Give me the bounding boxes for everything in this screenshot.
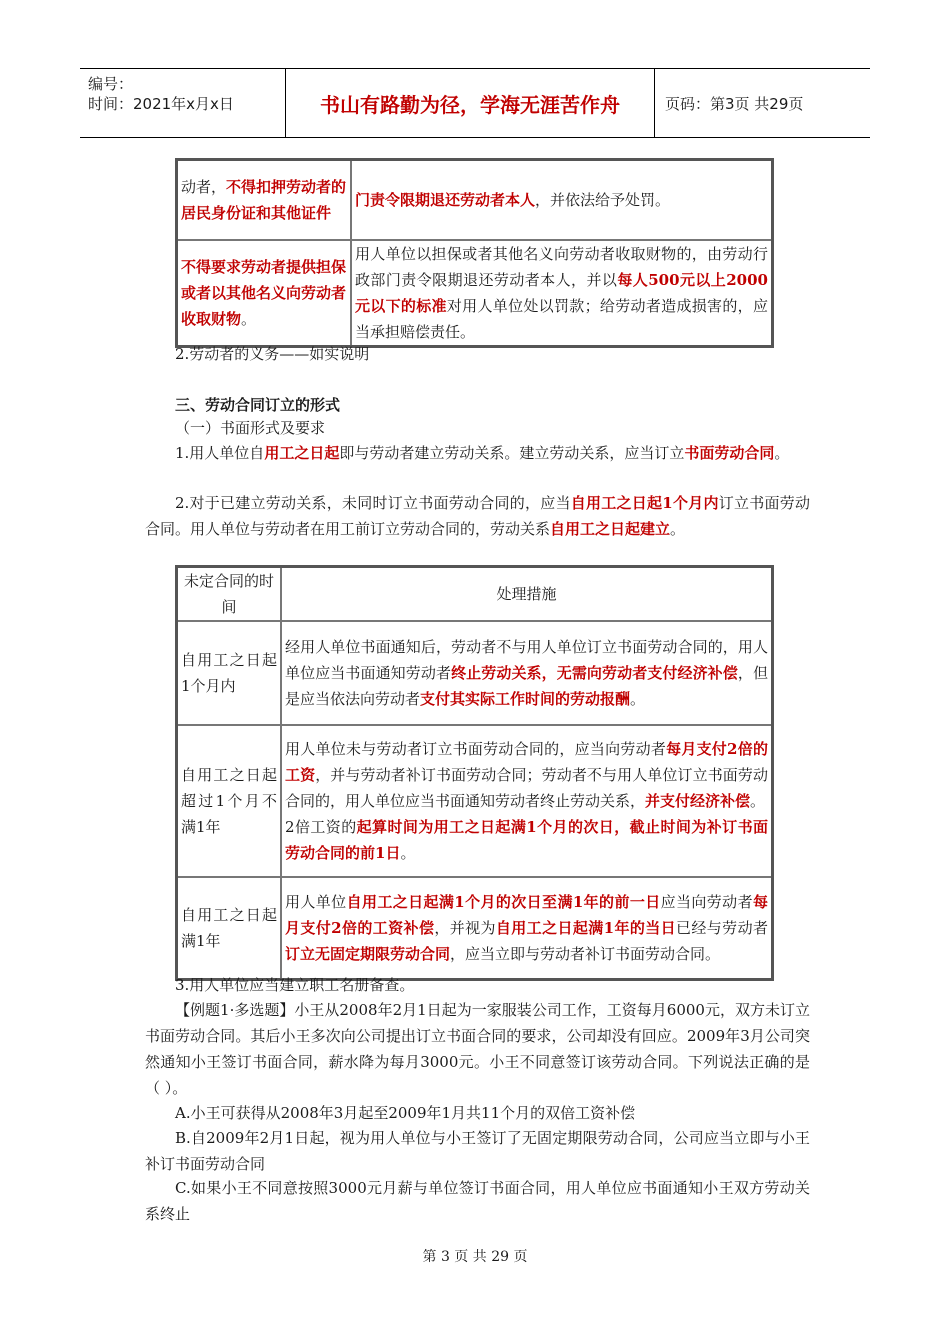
table-cell: 自用工之日起满1年 xyxy=(177,877,282,980)
paragraph-3: 3.用人单位应当建立职工名册备查。 xyxy=(175,976,415,994)
table-row xyxy=(177,160,773,241)
number-label: 编号： xyxy=(88,75,134,93)
subsection-title: （一）书面形式及要求 xyxy=(175,419,326,437)
header-motto: 书山有路勤为径，学海无涯苦作舟 xyxy=(286,69,655,137)
example-question: 【例题1·多选题】小王从2008年2月1日起为一家服装公司工作，工资每月6000元，双方未订立书面劳动合同。其后小王多次向公司提出订立书面合同的要求，公司却没有回应。2009年3月公司突然通知小王签订书面合同，薪水降为每月3000元。小王不同意签订该劳动合同。下列说法正确的是（ ）。 xyxy=(145,1001,810,1097)
table-cell: 自用工之日起1个月内 xyxy=(177,621,282,725)
option-c: C.如果小王不同意按照3000元月薪与单位签订书面合同，用人单位应书面通知小王双方劳动关系终止 xyxy=(145,1179,810,1223)
option-b: B.自2009年2月1日起，视为用人单位与小王签订了无固定期限劳动合同，公司应当立即与小王补订书面劳动合同 xyxy=(145,1129,810,1173)
column-header-time: 未定合同的时间 xyxy=(177,567,282,622)
table-cell: 经用人单位书面通知后，劳动者不与用人单位订立书面劳动合同的，用人单位应当书面通知劳动者终止劳动关系，无需向劳动者支付经济补偿，但是应当依法向劳动者支付其实际工作时间的劳动报酬。 xyxy=(281,621,773,725)
option-a: A.小王可获得从2008年3月起至2009年1月共11个月的双倍工资补偿 xyxy=(175,1104,636,1122)
paragraph-2: 2.对于已建立劳动关系，未同时订立书面劳动合同的，应当自用工之日起1个月内订立书面劳动合同。用人单位与劳动者在用工前订立劳动合同的，劳动关系自用工之日起建立。 xyxy=(145,494,810,538)
obligations-table xyxy=(175,158,774,348)
table-row xyxy=(177,621,773,725)
column-header-measures: 处理措施 xyxy=(281,567,773,622)
header-page-label: 页码：第3页 共29页 xyxy=(665,94,804,113)
table-row xyxy=(177,725,773,877)
page-footer: 第 3 页 共 29 页 xyxy=(422,1249,528,1265)
paragraph-1: 1.用人单位自用工之日起即与劳动者建立劳动关系。建立劳动关系，应当订立书面劳动合同。 xyxy=(175,444,790,462)
table-row xyxy=(177,240,773,347)
table-cell: 用人单位未与劳动者订立书面劳动合同的，应当向劳动者每月支付2倍的工资，并与劳动者补订书面劳动合同；劳动者不与用人单位订立书面劳动合同的，用人单位应当书面通知劳动者终止劳动关系，并支付经济补偿。 2倍工资的起算时间为用工之日起满1个月的次日，截止时间为补订书面劳动合同的前1日。 xyxy=(281,725,773,877)
table-cell: 门责令限期退还劳动者本人，并依法给予处罚。 xyxy=(351,160,773,241)
time-label: 时间：2021年x月x日 xyxy=(88,95,234,113)
contract-timing-table xyxy=(175,565,774,981)
worker-duty-line: 2.劳动者的义务——如实说明 xyxy=(175,345,370,363)
table-cell: 不得要求劳动者提供担保或者以其他名义向劳动者收取财物。 xyxy=(177,240,352,347)
table-row xyxy=(177,877,773,980)
table-header-row xyxy=(177,567,773,622)
table-cell: 自用工之日起超过1个月不满1年 xyxy=(177,725,282,877)
header-meta xyxy=(80,69,286,137)
page-header xyxy=(80,68,870,138)
table-cell: 用人单位以担保或者其他名义向劳动者收取财物的，由劳动行政部门责令限期退还劳动者本人，并以每人500元以上2000元以下的标准对用人单位处以罚款；给劳动者造成损害的，应当承担赔偿责任。 xyxy=(351,240,773,347)
table-cell: 动者，不得扣押劳动者的居民身份证和其他证件 xyxy=(177,160,352,241)
section-title: 三、劳动合同订立的形式 xyxy=(175,396,341,414)
table-cell: 用人单位自用工之日起满1个月的次日至满1年的前一日应当向劳动者每月支付2倍的工资补偿，并视为自用工之日起满1年的当日已经与劳动者订立无固定期限劳动合同，应当立即与劳动者补订书面劳动合同。 xyxy=(281,877,773,980)
